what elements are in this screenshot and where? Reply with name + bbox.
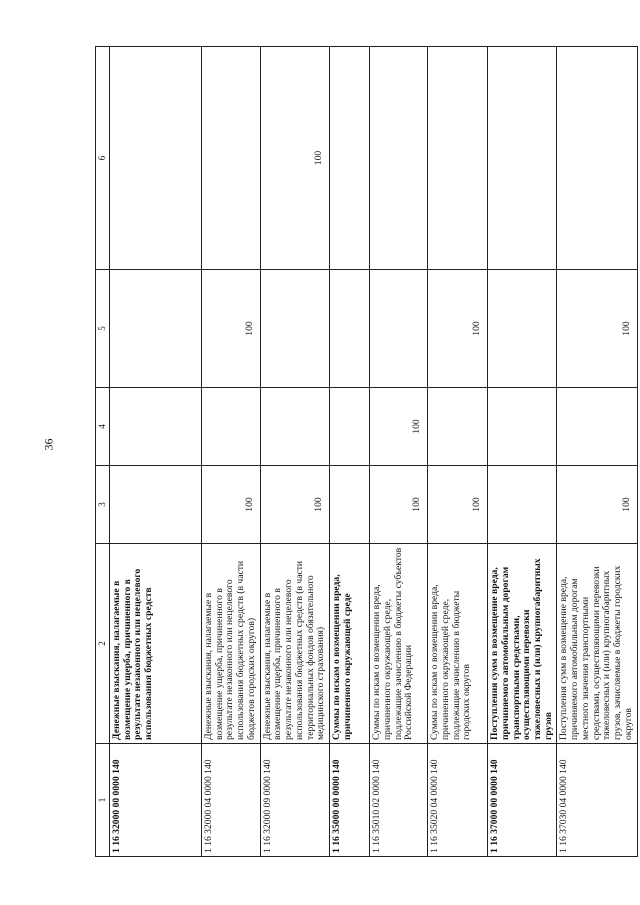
kbk-code-cell: 1 16 37030 04 0000 140 xyxy=(557,744,637,857)
kbk-code-cell: 1 16 37000 00 0000 140 xyxy=(488,744,557,857)
table-row xyxy=(370,47,428,857)
header-cell: 4 xyxy=(96,388,110,466)
norm-cell-4: 100 xyxy=(370,388,428,466)
norm-cell-5 xyxy=(370,270,428,388)
income-name-cell: Денежные взыскания, налагаемые в возмещение ущерба, причиненного в результате незаконного или нецелевого использования бюджетных средств xyxy=(110,544,202,744)
norm-cell-5: 100 xyxy=(557,270,637,388)
norm-cell-6 xyxy=(330,47,370,270)
norm-cell-3: 100 xyxy=(202,466,261,544)
norm-cell-6 xyxy=(370,47,428,270)
table-header-row xyxy=(96,47,110,857)
norm-cell-6: 100 xyxy=(260,47,329,270)
header-cell: 5 xyxy=(96,270,110,388)
income-name-cell: Денежные взыскания, налагаемые в возмещение ущерба, причиненного в результате незаконного или нецелевого использования бюджетных средств (в части бюджетов городских округов) xyxy=(202,544,261,744)
norm-cell-4 xyxy=(330,388,370,466)
page-number: 36 xyxy=(41,438,56,451)
kbk-code-cell: 1 16 35020 04 0000 140 xyxy=(428,744,488,857)
income-name-cell: Суммы по искам о возмещении вреда, причиненного окружающей среде, подлежащие зачислению в бюджеты городских округов xyxy=(428,544,488,744)
norm-cell-3: 100 xyxy=(260,466,329,544)
kbk-code-cell: 1 16 32000 04 0000 140 xyxy=(202,744,261,857)
norm-cell-5 xyxy=(260,270,329,388)
income-name-cell: Поступления сумм в возмещение вреда, причиняемого автомобильным дорогам транспортными средствами, осуществляющими перевозки тяжеловесных и (или) крупногабаритных грузов xyxy=(488,544,557,744)
norm-cell-6 xyxy=(488,47,557,270)
norm-cell-3 xyxy=(110,466,202,544)
header-cell: 1 xyxy=(96,744,110,857)
norm-cell-5 xyxy=(488,270,557,388)
income-name-cell: Поступления сумм в возмещение вреда, причиняемого автомобильным дорогам местного значения транспортными средствами, осуществляющими перевозки тяжеловесных и (или) крупногабаритных грузов, зачисляемые в бюджеты городских округов xyxy=(557,544,637,744)
income-name-cell: Суммы по искам о возмещении вреда, причиненного окружающей среде xyxy=(330,544,370,744)
norm-cell-4 xyxy=(110,388,202,466)
header-cell: 6 xyxy=(96,47,110,270)
norm-cell-6 xyxy=(110,47,202,270)
norm-cell-5: 100 xyxy=(428,270,488,388)
table-row xyxy=(260,47,329,857)
table-row xyxy=(202,47,261,857)
rotated-content xyxy=(95,47,634,857)
kbk-code-cell: 1 16 32000 09 0000 140 xyxy=(260,744,329,857)
rotated-page xyxy=(95,47,634,857)
table-row xyxy=(110,47,202,857)
norm-cell-4 xyxy=(488,388,557,466)
norm-cell-5: 100 xyxy=(202,270,261,388)
kbk-code-cell: 1 16 35010 02 0000 140 xyxy=(370,744,428,857)
norm-cell-3 xyxy=(488,466,557,544)
norm-cell-3: 100 xyxy=(428,466,488,544)
norm-cell-6 xyxy=(428,47,488,270)
norm-cell-4 xyxy=(202,388,261,466)
header-cell: 3 xyxy=(96,466,110,544)
table-row xyxy=(428,47,488,857)
norm-cell-4 xyxy=(428,388,488,466)
norm-cell-4 xyxy=(260,388,329,466)
income-name-cell: Суммы по искам о возмещении вреда, причиненного окружающей среде, подлежащие зачислению в бюджеты субъектов Российской Федерации xyxy=(370,544,428,744)
norm-cell-5 xyxy=(110,270,202,388)
norm-cell-6 xyxy=(557,47,637,270)
budget-classification-table xyxy=(95,46,638,857)
norm-cell-3: 100 xyxy=(370,466,428,544)
table-row xyxy=(557,47,637,857)
norm-cell-4 xyxy=(557,388,637,466)
kbk-code-cell: 1 16 35000 00 0000 140 xyxy=(330,744,370,857)
norm-cell-6 xyxy=(202,47,261,270)
norm-cell-5 xyxy=(330,270,370,388)
header-cell: 2 xyxy=(96,544,110,744)
norm-cell-3: 100 xyxy=(557,466,637,544)
norm-cell-3 xyxy=(330,466,370,544)
kbk-code-cell: 1 16 32000 00 0000 140 xyxy=(110,744,202,857)
table-row xyxy=(488,47,557,857)
income-name-cell: Денежные взыскания, налагаемые в возмещение ущерба, причиненного в результате незаконного или нецелевого использования бюджетных средств (в части территориальных фондов обязательного медицинского страхования) xyxy=(260,544,329,744)
table-row xyxy=(330,47,370,857)
